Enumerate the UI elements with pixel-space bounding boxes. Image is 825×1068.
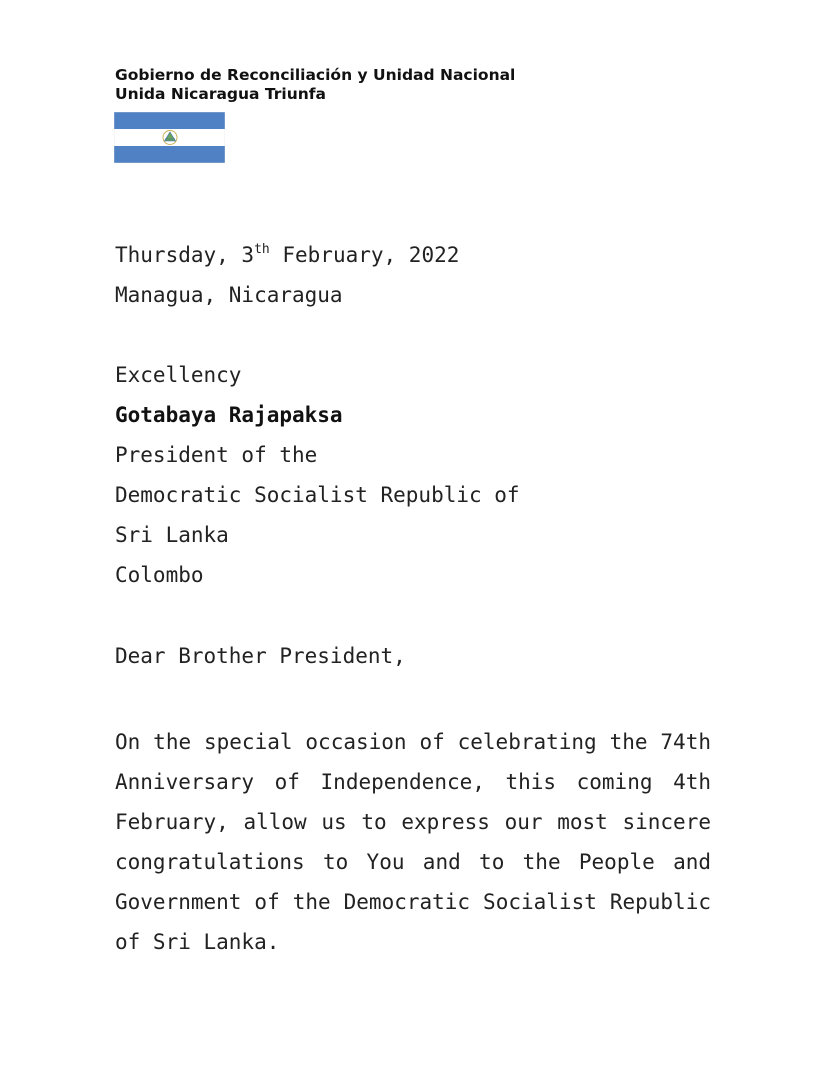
coat-of-arms-icon xyxy=(163,131,177,145)
letter-date: Thursday, 3th February, 2022 xyxy=(115,242,460,267)
body-paragraph: On the special occasion of celebrating the 74th Anniversary of Independence, this coming 4th February, allow us to express our most sincere congratulations to You and to the People and Government of the Democratic Socialist Republic of Sri Lanka. xyxy=(115,730,711,954)
nicaragua-flag-icon xyxy=(114,112,225,163)
letter-place: Managua, Nicaragua xyxy=(115,283,343,307)
recipient-name: Gotabaya Rajapaksa xyxy=(115,403,343,427)
greeting: Dear Brother President, xyxy=(115,644,406,668)
recipient-title: Excellency xyxy=(115,363,242,387)
letterhead xyxy=(115,66,515,104)
recipient-line-2: Democratic Socialist Republic of xyxy=(115,483,520,507)
recipient-line-3: Sri Lanka xyxy=(115,523,229,547)
letterhead-line-2: Unida Nicaragua Triunfa xyxy=(115,85,327,103)
recipient-line-4: Colombo xyxy=(115,563,204,587)
letterhead-line-1: Gobierno de Reconciliación y Unidad Nacional xyxy=(115,66,516,84)
recipient-line-1: President of the xyxy=(115,443,318,467)
